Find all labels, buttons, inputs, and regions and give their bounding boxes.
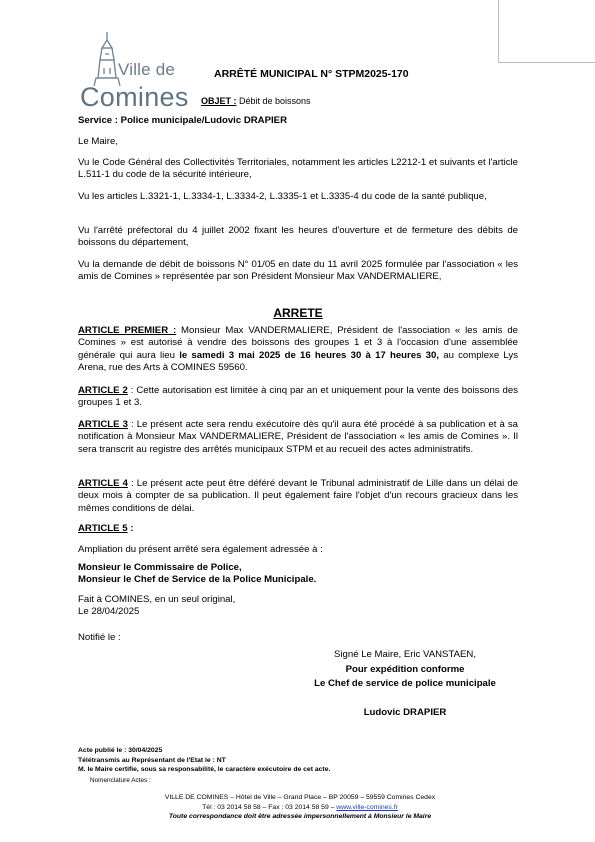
- signature-line-4: Ludovic DRAPIER: [363, 706, 447, 718]
- signature-line-3: Le Chef de service de police municipale: [314, 678, 496, 689]
- footer-certifie: M. le Maire certifie, sous sa responsabilité, le caractère exécutoire de cet acte.: [78, 766, 331, 773]
- logo-line1: Ville de: [118, 60, 176, 79]
- article-4-label: ARTICLE 4: [78, 478, 128, 489]
- footer-tel: Tél : 03 2014 58 58 – Fax : 03 2014 58 59 –: [202, 803, 337, 811]
- footer-address: VILLE DE COMINES – Hôtel de Ville – Grand Place – BP 20059 – 59559 Comines Cedex: [164, 794, 436, 801]
- stamp-box: [498, 0, 595, 63]
- date-line: Le 28/04/2025: [78, 606, 140, 617]
- notifie-line: Notifié le :: [78, 632, 121, 643]
- article-1: [78, 325, 518, 375]
- article-4-text: : Le présent acte peut être déféré devant le Tribunal administratif de Lille dans un délai de deux mois à compter de sa publication. Il peut également faire l'objet d'un recours gracieux dans les mêmes conditions de délai.: [78, 478, 518, 514]
- article-3: [78, 419, 518, 456]
- footer-mention: Toute correspondance doit être adressée impersonnellement à Monsieur le Maire: [168, 813, 432, 821]
- signature-line-2: Pour expédition conforme: [345, 663, 465, 675]
- footer-nomenclature: Nomenclature Actes :: [90, 777, 151, 784]
- objet-label: OBJET :: [201, 96, 237, 106]
- article-5: [78, 523, 518, 535]
- objet-text: Débit de boissons: [236, 96, 311, 106]
- article-2-text: : Cette autorisation est limitée à cinq par an et uniquement pour la vente des boissons des groupes 1 et 3.: [78, 385, 518, 409]
- signature-block: [300, 648, 510, 720]
- footer-teletransmis: Télétransmis au Représentant de l'Etat le : NT: [78, 756, 226, 764]
- page-title: ARRÊTÉ MUNICIPAL N° STPM2025-170: [214, 68, 409, 80]
- signature-line-1: Signé Le Maire, Eric VANSTAEN,: [334, 649, 476, 660]
- article-1-text-b: au complexe Lys Arena, rue des Arts à COMINES 59560.: [78, 349, 518, 374]
- objet-line: [201, 96, 311, 106]
- ampliation-line: Ampliation du présent arrêté sera également adressée à :: [78, 544, 323, 555]
- vu-paragraph-3: Vu l'arrêté préfectoral du 4 juillet 2002 fixant les heures d'ouverture et de fermeture des débits de boissons du département,: [78, 225, 518, 249]
- article-5-label: ARTICLE 5: [78, 523, 128, 534]
- vu-paragraph-1: Vu le Code Général des Collectivités Territoriales, notamment les articles L2212-1 et suivants et l'article L.511-1 du code de la sécurité intérieure,: [78, 157, 518, 181]
- article-3-label: ARTICLE 3: [78, 419, 128, 430]
- article-3-text: : Le présent acte sera rendu exécutoire dès qu'il aura été procédé à sa publication et à sa notification à Monsieur Max VANDERMALIERE, Président de l'association « les amis de Comines ». Il sera transcrit au registre des arrêtés municipaux STPM et au recueil des actes administratifs.: [78, 419, 518, 455]
- footer-contact: [80, 803, 520, 813]
- article-1-label: ARTICLE PREMIER :: [78, 325, 177, 336]
- service-line: Service : Police municipale/Ludovic DRAPIER: [78, 115, 287, 126]
- article-2: [78, 385, 518, 410]
- footer-address-block: [80, 793, 520, 822]
- vu-paragraph-2: Vu les articles L.3321-1, L.3334-1, L.3334-2, L.3335-1 et L.3335-4 du code de la santé publique,: [78, 191, 487, 202]
- logo-line2: Comines: [80, 82, 189, 112]
- fait-line: Fait à COMINES, en un seul original,: [78, 594, 236, 605]
- footer-publie: Acte publié le : 30/04/2025: [78, 747, 163, 754]
- article-4: [78, 478, 518, 515]
- article-1-text-bold: le samedi 3 mai 2025 de 16 heures 30 à 17 heures 30,: [179, 349, 439, 361]
- recipient-1: Monsieur le Commissaire de Police,: [78, 562, 242, 573]
- footer-publication: [78, 746, 330, 775]
- website-link[interactable]: www.ville-comines.fr: [336, 803, 398, 811]
- article-1-text-a: Monsieur Max VANDERMALIERE, Président de l'association « les amis de Comines » est autorisé à vendre des boissons des groupes 1 et 3 à l'occasion d'une assemblée générale qui aura lieu: [78, 325, 518, 361]
- article-2-label: ARTICLE 2: [78, 385, 128, 396]
- article-5-text: :: [127, 523, 134, 534]
- arrete-heading: ARRETE: [273, 306, 323, 320]
- city-logo: [78, 30, 198, 110]
- recipient-2: Monsieur le Chef de Service de la Police Municipale.: [78, 574, 317, 585]
- vu-paragraph-4: Vu la demande de débit de boissons N° 01/05 en date du 11 avril 2025 formulée par l'association « les amis de Comines » représentée par son Président Monsieur Max VANDERMALIERE,: [78, 259, 518, 283]
- le-maire: Le Maire,: [78, 136, 118, 147]
